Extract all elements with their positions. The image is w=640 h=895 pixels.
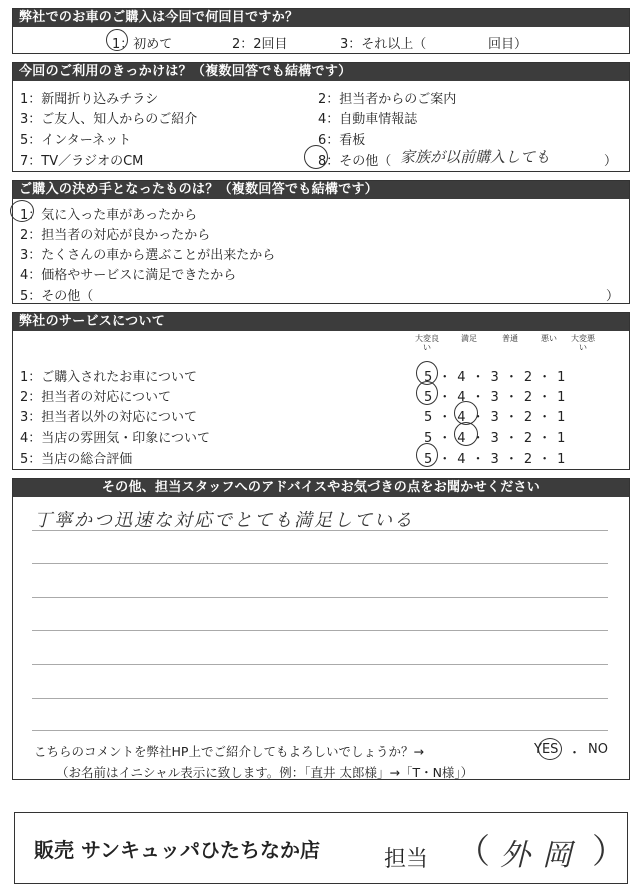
staff-close-paren: ） xyxy=(592,832,626,872)
q2-option-4[interactable]: 4：自動車情報誌 xyxy=(318,112,418,127)
consent-note: （お名前はイニシャル表示に致します。例：「直井 太郎様」→「T・N様」） xyxy=(56,765,474,780)
consent-yes[interactable]: YES xyxy=(534,742,559,757)
q4-item-5-selected-circle xyxy=(416,443,438,467)
q2-selected-circle xyxy=(304,145,328,169)
consent-question: こちらのコメントを弊社HP上でご紹介してもよろしいでしょうか？→ xyxy=(34,744,424,759)
scale-label-2: 悪い xyxy=(541,334,557,343)
q4-item-2: 2：担当者の対応について xyxy=(20,390,172,405)
writing-line xyxy=(32,664,608,665)
q4-item-2-scale[interactable]: 5・4・3・2・1 xyxy=(424,390,572,405)
store-name: 販売 サンキュッパひたちなか店 xyxy=(34,838,320,862)
q4-item-3: 3：担当者以外の対応について xyxy=(20,410,198,425)
q2-option-8[interactable]: 8：その他（ xyxy=(318,154,392,169)
q4-item-1-scale[interactable]: 5・4・3・2・1 xyxy=(424,370,572,385)
q4-item-4: 4：当店の雰囲気・印象について xyxy=(20,431,211,446)
q3-selected-circle xyxy=(10,200,34,222)
q2-option-1[interactable]: 1：新聞折り込みチラシ xyxy=(20,92,159,107)
staff-open-paren: （ xyxy=(456,832,490,872)
consent-selected-circle xyxy=(538,738,562,760)
q2-option-7[interactable]: 7：TV／ラジオのCM xyxy=(20,154,144,169)
scale-label-5: 大変良い xyxy=(415,334,439,352)
writing-line xyxy=(32,698,608,699)
q4-item-1: 1：ご購入されたお車について xyxy=(20,370,198,385)
q2-option-5[interactable]: 5：インターネット xyxy=(20,133,132,148)
q5-comment[interactable]: 丁寧かつ迅速な対応でとても満足している xyxy=(34,510,414,531)
q5-header: その他、担当スタッフへのアドバイスやお気づきの点をお聞かせください xyxy=(13,479,629,497)
q1-option-3[interactable]: 3：それ以上（ xyxy=(340,37,427,52)
q1-selected-circle xyxy=(106,29,128,51)
q3-option-3[interactable]: 3：たくさんの車から選ぶことが出来たから xyxy=(20,248,276,263)
q4-item-5-scale[interactable]: 5・4・3・2・1 xyxy=(424,452,572,467)
consent-sep: ・ xyxy=(568,746,582,761)
q2-header: 今回のご利用のきっかけは？（複数回答でも結構です） xyxy=(13,63,629,81)
q3-option-5[interactable]: 5：その他（ xyxy=(20,289,94,304)
q1-option-3-suffix: 回目） xyxy=(488,37,528,52)
q3-header: ご購入の決め手となったものは？（複数回答でも結構です） xyxy=(13,181,629,199)
q2-option-3[interactable]: 3：ご友人、知人からのご紹介 xyxy=(20,112,198,127)
writing-line xyxy=(32,530,608,531)
q2-other-handwritten: 家族が以前購入しても xyxy=(400,148,551,166)
q1-option-2[interactable]: 2：2回目 xyxy=(232,37,288,52)
q1-header: 弊社でのお車のご購入は今回で何回目ですか？ xyxy=(13,9,629,27)
q2-option-2[interactable]: 2：担当者からのご案内 xyxy=(318,92,457,107)
q4-item-4-scale[interactable]: 5・4・3・2・1 xyxy=(424,431,572,446)
q3-option-2[interactable]: 2：担当者の対応が良かったから xyxy=(20,228,211,243)
writing-line xyxy=(32,630,608,631)
scale-label-1: 大変悪い xyxy=(571,334,595,352)
consent-no[interactable]: NO xyxy=(588,742,608,757)
q3-close-paren: ） xyxy=(606,289,620,304)
scale-label-3: 普通 xyxy=(502,334,518,343)
q2-option-6[interactable]: 6：看板 xyxy=(318,133,366,148)
q1-option-1[interactable]: 1：初めて xyxy=(112,37,173,52)
q4-item-2-selected-circle xyxy=(416,381,438,405)
writing-line xyxy=(32,730,608,731)
staff-label: 担当 xyxy=(384,847,429,872)
q3-option-4[interactable]: 4：価格やサービスに満足できたから xyxy=(20,268,237,283)
scale-label-4: 満足 xyxy=(461,334,477,343)
staff-name: 外岡 xyxy=(500,838,584,873)
q2-close-paren: ） xyxy=(604,154,618,169)
q1-section xyxy=(12,8,630,54)
writing-line xyxy=(32,563,608,564)
q4-item-5: 5：当店の総合評価 xyxy=(20,452,133,467)
q4-item-4-selected-circle xyxy=(454,422,478,446)
q3-option-1[interactable]: 1：気に入った車があったから xyxy=(20,208,198,223)
q4-header: 弊社のサービスについて xyxy=(13,313,629,331)
q4-item-3-scale[interactable]: 5・4・3・2・1 xyxy=(424,410,572,425)
writing-line xyxy=(32,597,608,598)
